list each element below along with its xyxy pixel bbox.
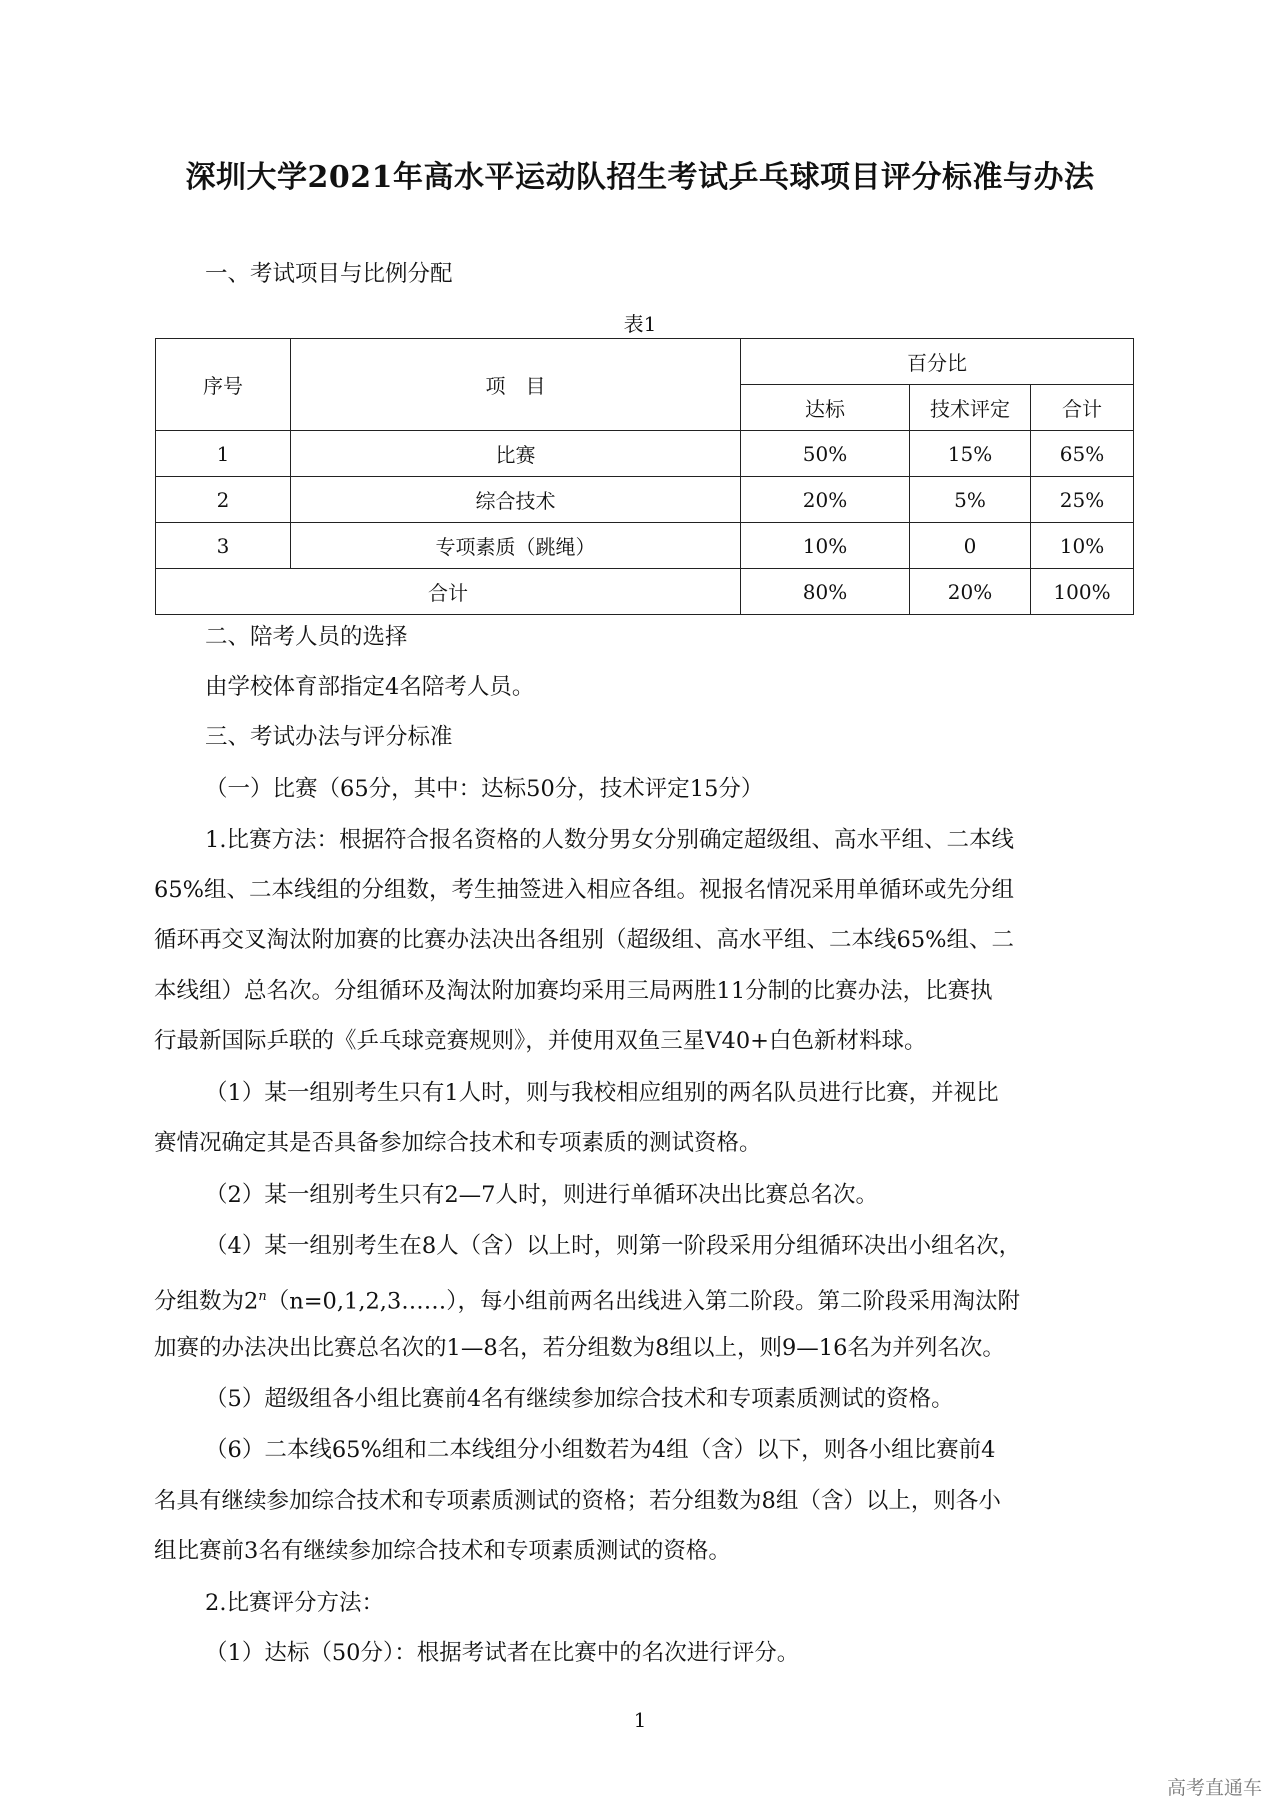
paragraph-line: 加赛的办法决出比赛总名次的1—8名，若分组数为8组以上，则9—16名为并列名次。 bbox=[154, 1335, 1005, 1361]
row-sum: 65% bbox=[1031, 431, 1134, 477]
total-sum: 100% bbox=[1031, 569, 1134, 615]
table-total-row bbox=[156, 569, 1134, 615]
table-row bbox=[156, 523, 1134, 569]
paragraph-line: 1.比赛方法：根据符合报名资格的人数分男女分别确定超级组、高水平组、二本线 bbox=[205, 827, 1014, 853]
page-number: 1 bbox=[633, 1708, 647, 1732]
table-row bbox=[156, 477, 1134, 523]
total-tech: 20% bbox=[910, 569, 1031, 615]
table-header-tech: 技术评定 bbox=[910, 385, 1031, 431]
table-header-percent: 百分比 bbox=[741, 339, 1134, 385]
paragraph-line: 65%组、二本线组的分组数，考生抽签进入相应各组。视报名情况采用单循环或先分组 bbox=[154, 877, 1015, 903]
row-standard: 10% bbox=[741, 523, 910, 569]
row-sum: 10% bbox=[1031, 523, 1134, 569]
paragraph-line: （1）达标（50分）：根据考试者在比赛中的名次进行评分。 bbox=[205, 1640, 800, 1666]
paragraph-line: 本线组）总名次。分组循环及淘汰附加赛均采用三局两胜11分制的比赛办法，比赛执 bbox=[154, 978, 993, 1004]
row-tech: 15% bbox=[910, 431, 1031, 477]
table-caption: 表1 bbox=[623, 312, 657, 336]
document-title: 深圳大学2021年高水平运动队招生考试乒乓球项目评分标准与办法 bbox=[185, 160, 1095, 195]
section-2-text: 由学校体育部指定4名陪考人员。 bbox=[205, 674, 535, 700]
paragraph-line: 组比赛前3名有继续参加综合技术和专项素质测试的资格。 bbox=[154, 1538, 731, 1564]
formula-suffix: （n=0,1,2,3……），每小组前两名出线进入第二阶段。第二阶段采用淘汰附 bbox=[266, 1288, 1021, 1315]
section-heading-3: 三、考试办法与评分标准 bbox=[205, 724, 453, 750]
row-no: 1 bbox=[156, 431, 291, 477]
section-heading-1: 一、考试项目与比例分配 bbox=[205, 261, 453, 287]
paragraph-line: （1）某一组别考生只有1人时，则与我校相应组别的两名队员进行比赛，并视比 bbox=[205, 1080, 999, 1106]
paragraph-line: 赛情况确定其是否具备参加综合技术和专项素质的测试资格。 bbox=[154, 1130, 762, 1156]
row-tech: 5% bbox=[910, 477, 1031, 523]
row-item: 综合技术 bbox=[291, 477, 741, 523]
row-item: 专项素质（跳绳） bbox=[291, 523, 741, 569]
paragraph-line: （4）某一组别考生在8人（含）以上时，则第一阶段采用分组循环决出小组名次， bbox=[205, 1233, 1022, 1259]
table-row bbox=[156, 431, 1134, 477]
table-header-no: 序号 bbox=[156, 339, 291, 431]
watermark: 高考直通车 bbox=[1166, 1777, 1262, 1799]
row-standard: 20% bbox=[741, 477, 910, 523]
paragraph-line bbox=[154, 1282, 1020, 1317]
row-standard: 50% bbox=[741, 431, 910, 477]
row-sum: 25% bbox=[1031, 477, 1134, 523]
score-ratio-table bbox=[155, 338, 1134, 615]
formula-prefix: 分组数为2 bbox=[154, 1288, 259, 1315]
row-no: 2 bbox=[156, 477, 291, 523]
paragraph-line: 行最新国际乒联的《乒乓球竞赛规则》，并使用双鱼三星V40+白色新材料球。 bbox=[154, 1028, 927, 1054]
formula-superscript: n bbox=[258, 1289, 267, 1304]
paragraph-line: 名具有继续参加综合技术和专项素质测试的资格；若分组数为8组（含）以上，则各小 bbox=[154, 1488, 1001, 1514]
row-no: 3 bbox=[156, 523, 291, 569]
table-header-sum: 合计 bbox=[1031, 385, 1134, 431]
table-header-standard: 达标 bbox=[741, 385, 910, 431]
paragraph-line: 循环再交叉淘汰附加赛的比赛办法决出各组别（超级组、高水平组、二本线65%组、二 bbox=[154, 927, 1015, 953]
subsection-heading-1: （一）比赛（65分，其中：达标50分，技术评定15分） bbox=[205, 776, 764, 802]
paragraph-line: （6）二本线65%组和二本线组分小组数若为4组（含）以下，则各小组比赛前4 bbox=[205, 1437, 996, 1463]
table-header-item: 项 目 bbox=[291, 339, 741, 431]
section-heading-2: 二、陪考人员的选择 bbox=[205, 624, 408, 650]
paragraph-line: （2）某一组别考生只有2—7人时，则进行单循环决出比赛总名次。 bbox=[205, 1182, 878, 1208]
row-item: 比赛 bbox=[291, 431, 741, 477]
paragraph-line: 2.比赛评分方法： bbox=[205, 1590, 384, 1616]
total-label: 合计 bbox=[156, 569, 741, 615]
total-standard: 80% bbox=[741, 569, 910, 615]
row-tech: 0 bbox=[910, 523, 1031, 569]
paragraph-line: （5）超级组各小组比赛前4名有继续参加综合技术和专项素质测试的资格。 bbox=[205, 1386, 954, 1412]
